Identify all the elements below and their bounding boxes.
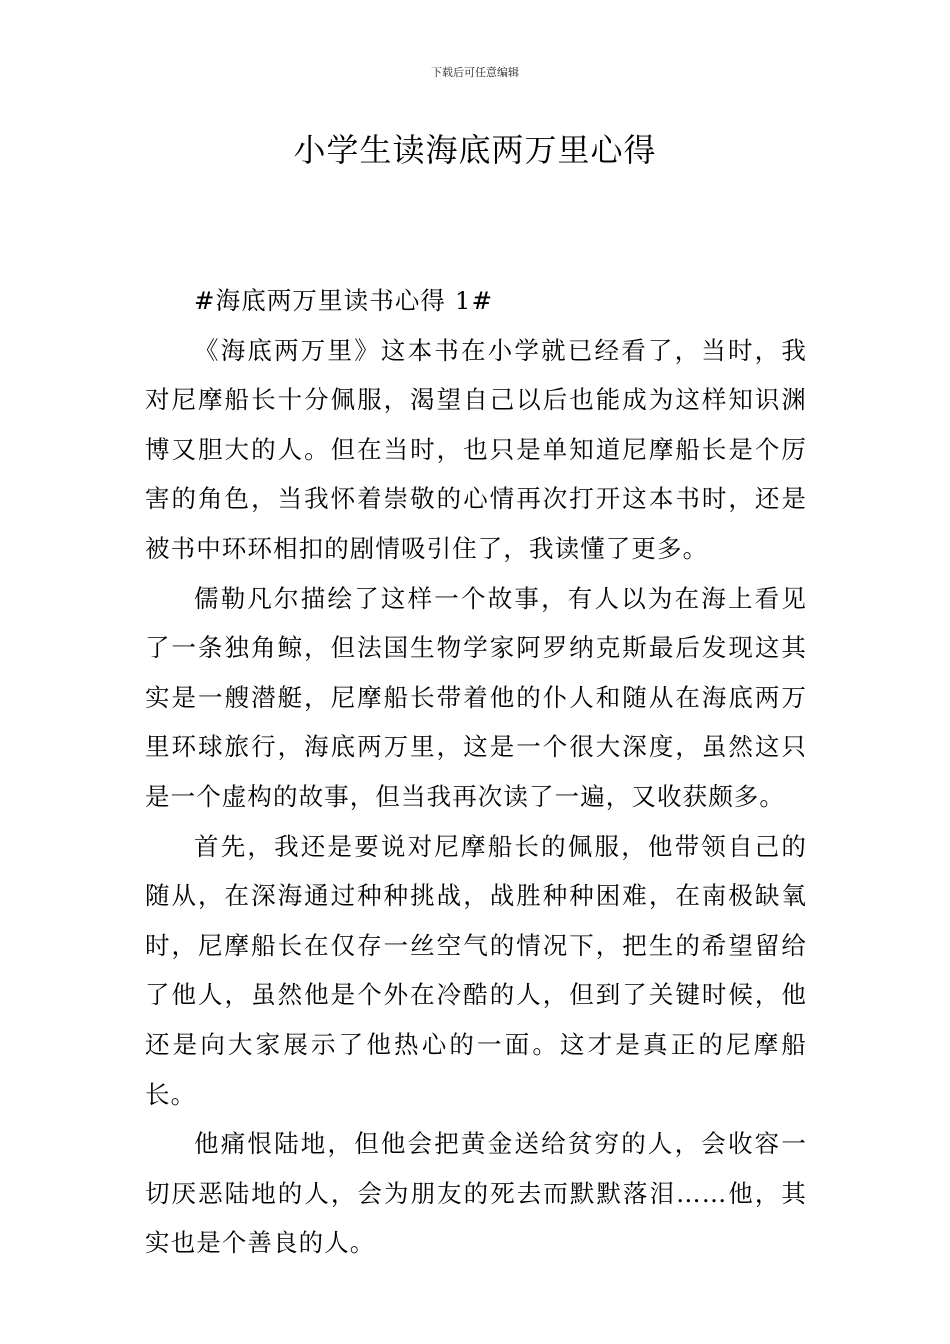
paragraph: 儒勒凡尔描绘了这样一个故事，有人以为在海上看见了一条独角鲸，但法国生物学家阿罗纳克斯最后发现这其实是一艘潜艇，尼摩船长带着他的仆人和随从在海底两万里环球旅行，海底两万里，这是一个很大深度，虽然这只是一个虚构的故事，但当我再次读了一遍，又收获颇多。 [145, 583, 807, 811]
document-body [145, 276, 807, 1268]
header-note: 下载后可任意编辑 [431, 66, 519, 79]
paragraph: 首先，我还是要说对尼摩船长的佩服，他带领自己的随从，在深海通过种种挑战，战胜种种困难，在南极缺氧时，尼摩船长在仅存一丝空气的情况下，把生的希望留给了他人，虽然他是个外在冷酷的人，但到了关键时候，他还是向大家展示了他热心的一面。这才是真正的尼摩船长。 [145, 831, 807, 1109]
document-title: 小学生读海底两万里心得 [293, 131, 657, 169]
paragraph: 《海底两万里》这本书在小学就已经看了，当时，我对尼摩船长十分佩服，渴望自己以后也能成为这样知识渊博又胆大的人。但在当时，也只是单知道尼摩船长是个厉害的角色，当我怀着崇敬的心情再次打开这本书时，还是被书中环环相扣的剧情吸引住了，我读懂了更多。 [145, 335, 807, 563]
paragraph: 他痛恨陆地，但他会把黄金送给贫穷的人，会收容一切厌恶陆地的人，会为朋友的死去而默默落泪……他，其实也是个善良的人。 [145, 1129, 807, 1258]
section-heading: #海底两万里读书心得 1# [194, 286, 494, 315]
